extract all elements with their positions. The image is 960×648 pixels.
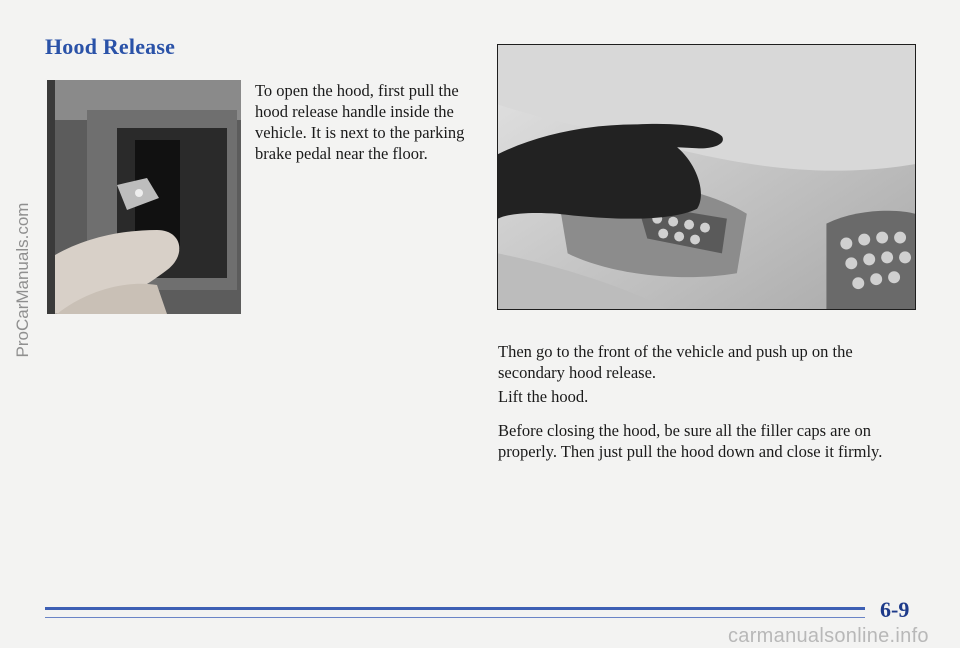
bottom-watermark: carmanualsonline.info (728, 625, 929, 647)
closing-hood-paragraph: Before closing the hood, be sure all the filler caps are on properly. Then just pull the hood down and close it firmly. (498, 421, 883, 461)
hood-release-handle-photo (47, 80, 241, 314)
page-title: Hood Release (45, 34, 176, 59)
secondary-hood-release-photo (497, 44, 916, 310)
intro-paragraph: To open the hood, first pull the hood release handle inside the vehicle. It is next to the parking brake pedal near the floor. (255, 81, 465, 163)
page-number: 6-9 (880, 597, 910, 622)
footer-rule-thin (45, 617, 865, 618)
footer-rule-thick (45, 607, 865, 610)
front-release-paragraph: Then go to the front of the vehicle and push up on the secondary hood release. (498, 342, 853, 382)
side-watermark: ProCarManuals.com (13, 202, 32, 358)
lift-hood-paragraph: Lift the hood. (498, 387, 589, 406)
